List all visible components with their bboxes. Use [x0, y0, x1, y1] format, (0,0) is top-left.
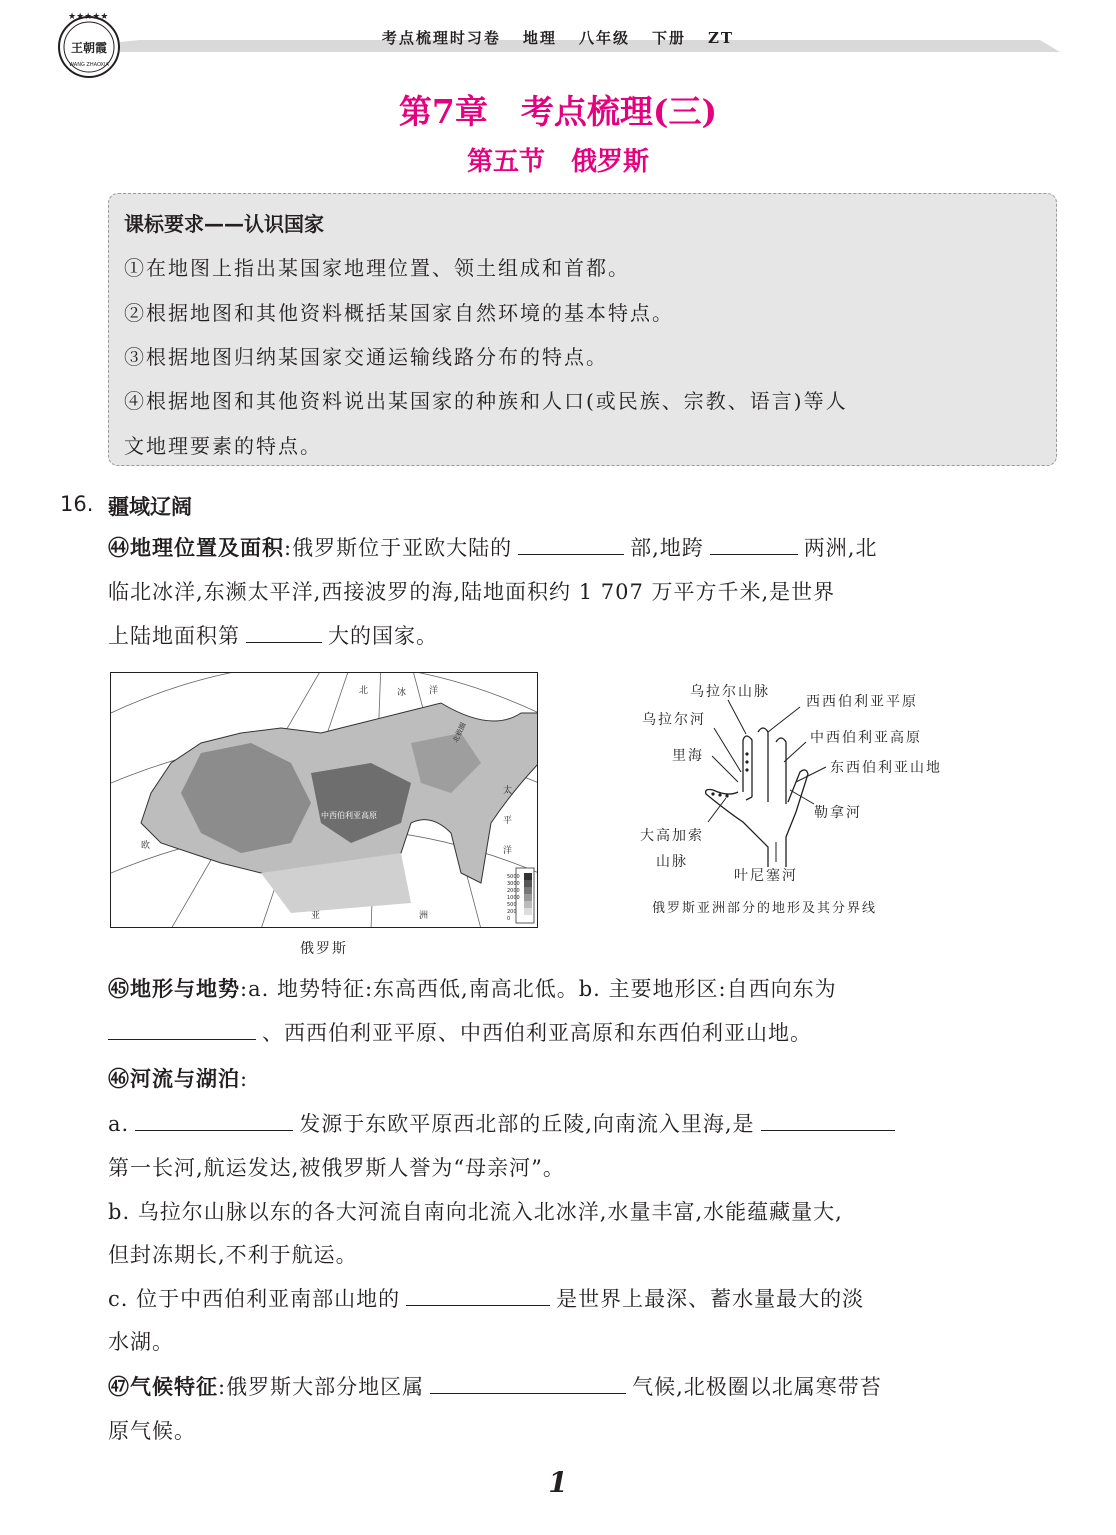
- requirement-item: ②根据地图和其他资料概括某国家自然环境的基本特点。: [124, 301, 674, 325]
- map-label: 北: [359, 686, 369, 696]
- legend-label: 500: [507, 902, 517, 908]
- item-label: ㊼气候特征: [108, 1375, 218, 1399]
- requirements-title: 课标要求——认识国家: [124, 212, 324, 236]
- question-title: 疆域辽阔: [108, 495, 192, 519]
- publisher-logo: [52, 8, 126, 82]
- requirement-item: ③根据地图归纳某国家交通运输线路分布的特点。: [124, 345, 608, 369]
- item-label: ㊹地理位置及面积: [108, 536, 284, 560]
- answer-blank[interactable]: [710, 532, 798, 555]
- paragraph-45: ㊺地形与地势:a. 地势特征:东高西低,南高北低。b. 主要地形区:自西向东为: [108, 977, 837, 1001]
- section-title: 第五节 俄罗斯: [466, 147, 649, 177]
- question-number: 16.: [60, 492, 94, 516]
- map-label: 洋: [429, 686, 439, 696]
- paragraph-46b: b. 乌拉尔山脉以东的各大河流自南向北流入北冰洋,水量丰富,水能蕴藏量大,: [108, 1200, 843, 1224]
- answer-blank[interactable]: [108, 1017, 256, 1040]
- russia-map: [110, 672, 538, 928]
- answer-blank[interactable]: [430, 1371, 626, 1394]
- legend-label: 5000: [507, 874, 520, 880]
- page-number: 1: [548, 1466, 568, 1499]
- header-item: 考点梳理时习卷: [381, 29, 501, 47]
- legend-label: 200: [507, 909, 517, 915]
- paragraph-46a: a. 发源于东欧平原西北部的丘陵,向南流入里海,是: [108, 1102, 1058, 1146]
- legend-label: 3000: [507, 881, 520, 887]
- map-label: 中西伯利亚高原: [321, 811, 377, 820]
- paragraph-44: ㊹地理位置及面积:俄罗斯位于亚欧大陆的 部,地跨 两洲,北: [108, 526, 1058, 570]
- diagram-label: 东西伯利亚山地: [830, 760, 942, 776]
- map-label: 平: [503, 816, 513, 826]
- paragraph-47-line2: 原气候。: [108, 1419, 196, 1443]
- paragraph-45-line2: 、西西伯利亚平原、中西伯利亚高原和东西伯利亚山地。: [108, 1011, 1058, 1055]
- running-header: [0, 27, 1116, 48]
- map-label: 欧: [141, 841, 151, 851]
- map-label: 北极圈: [451, 721, 468, 744]
- header-item: 八年级: [578, 29, 630, 47]
- answer-blank[interactable]: [518, 532, 624, 555]
- svg-text:WANG ZHAOXIA: WANG ZHAOXIA: [69, 62, 109, 68]
- paragraph-46c: c. 位于中西伯利亚南部山地的 是世界上最深、蓄水量最大的淡: [108, 1277, 1058, 1321]
- answer-blank[interactable]: [135, 1108, 293, 1131]
- requirement-item: ④根据地图和其他资料说出某国家的种族和人口(或民族、宗教、语言)等人: [124, 389, 848, 413]
- svg-text:★★★★★: ★★★★★: [68, 12, 109, 22]
- header-item: 下册: [651, 29, 686, 47]
- diagram-label: 乌拉尔河: [642, 712, 706, 728]
- paragraph-46b-line2: 但封冻期长,不利于航运。: [108, 1243, 358, 1267]
- legend-label: 1000: [507, 895, 520, 901]
- diagram-label: 乌拉尔山脉: [690, 684, 770, 700]
- answer-blank[interactable]: [406, 1283, 550, 1306]
- map-label: 洲: [419, 911, 429, 921]
- diagram-label: 勒拿河: [814, 805, 862, 821]
- diagram-label: 叶尼塞河: [734, 868, 798, 884]
- paragraph-47: ㊼气候特征:俄罗斯大部分地区属 气候,北极圈以北属寒带苔: [108, 1365, 1058, 1409]
- paragraph-44-line2: 临北冰洋,东濒太平洋,西接波罗的海,陆地面积约 1 707 万平方千米,是世界: [108, 580, 836, 604]
- paragraph-46c-line2: 水湖。: [108, 1330, 174, 1354]
- diagram-label: 西西伯利亚平原: [806, 694, 918, 710]
- paragraph-44-line3: 上陆地面积第 大的国家。: [108, 614, 1058, 658]
- requirement-item: ①在地图上指出某国家地理位置、领土组成和首都。: [124, 256, 630, 280]
- paragraph-46a-line2: 第一长河,航运发达,被俄罗斯人誉为“母亲河”。: [108, 1156, 565, 1180]
- item-label: ㊺地形与地势: [108, 977, 240, 1001]
- answer-blank[interactable]: [761, 1108, 895, 1131]
- diagram-label: 中西伯利亚高原: [810, 730, 922, 746]
- diagram-label: 里海: [672, 748, 704, 764]
- map-label: 太: [503, 786, 513, 796]
- svg-text:王朝霞: 王朝霞: [70, 41, 108, 55]
- legend-label: 2000: [507, 888, 520, 894]
- requirement-item-continued: 文地理要素的特点。: [124, 434, 322, 458]
- legend-label: 0: [507, 916, 511, 922]
- map-label: 亚: [311, 911, 321, 921]
- header-item: ZT: [707, 29, 735, 47]
- chapter-title: 第7章 考点梳理(三): [398, 92, 718, 131]
- diagram-label: 大高加索: [640, 828, 704, 844]
- map-caption: 俄罗斯: [300, 941, 348, 957]
- paragraph-46: ㊻河流与湖泊:: [108, 1067, 249, 1091]
- header-item: 地理: [522, 29, 557, 47]
- answer-blank[interactable]: [246, 620, 322, 643]
- map-label: 冰: [397, 688, 407, 698]
- diagram-label: 山脉: [656, 854, 688, 870]
- diagram-caption: 俄罗斯亚洲部分的地形及其分界线: [652, 901, 878, 916]
- russia-map-graphic: [111, 673, 538, 928]
- map-label: 洋: [503, 846, 513, 856]
- item-label: ㊻河流与湖泊: [108, 1067, 240, 1091]
- hand-diagram: [628, 672, 988, 932]
